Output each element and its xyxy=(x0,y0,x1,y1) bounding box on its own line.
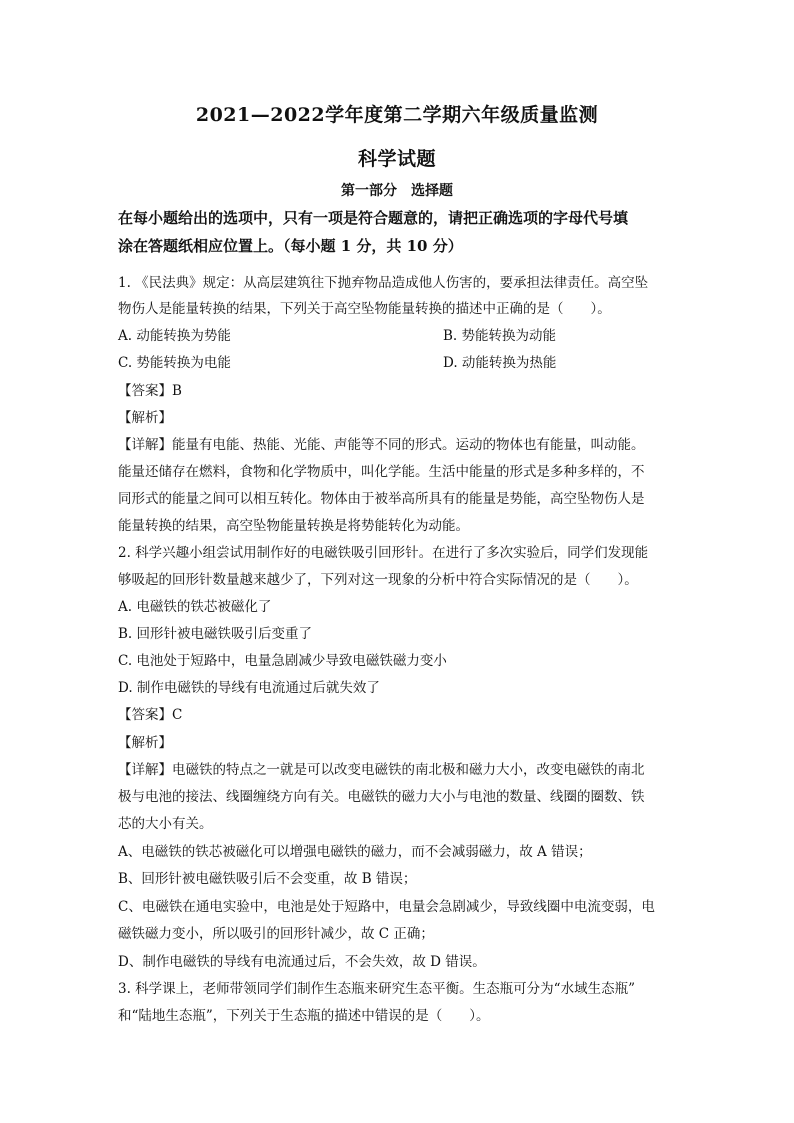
q2-detail-line-1: 【详解】电磁铁的特点之一就是可以改变电磁铁的南北极和磁力大小，改变电磁铁的南北 xyxy=(118,762,645,778)
q1-answer: 【答案】B xyxy=(118,383,182,399)
q1-detail-line-3: 同形式的能量之间可以相互转化。物体由于被举高所具有的能量是势能，高空坠物伤人是 xyxy=(118,491,645,507)
q1-analysis-label: 【解析】 xyxy=(118,410,172,426)
q2-option-b: B. 回形针被电磁铁吸引后变重了 xyxy=(118,626,313,642)
q1-option-b: B. 势能转换为动能 xyxy=(443,328,557,344)
q2-stem-line-1: 2. 科学兴趣小组尝试用制作好的电磁铁吸引回形针。在进行了多次实验后，同学们发现能 xyxy=(118,545,649,561)
q2-detail-line-3: 芯的大小有关。 xyxy=(118,816,213,832)
document-subtitle: 科学试题 xyxy=(357,148,436,170)
q1-stem-line-1: 1. 《民法典》规定：从高层建筑往下抛弃物品造成他人伤害的，要承担法律责任。高空坠 xyxy=(118,275,649,291)
q1-detail-line-1: 【详解】能量有电能、热能、光能、声能等不同的形式。运动的物体也有能量，叫动能。 xyxy=(118,437,645,453)
q2-detail-line-7: 磁铁磁力变小，所以吸引的回形针减少，故 C 正确； xyxy=(118,926,434,942)
q1-option-d: D. 动能转换为热能 xyxy=(443,355,557,371)
q2-answer: 【答案】C xyxy=(118,707,183,723)
q2-option-c: C. 电池处于短路中，电量急剧减少导致电磁铁磁力变小 xyxy=(118,653,447,669)
q1-detail-line-2: 能量还储存在燃料，食物和化学物质中，叫化学能。生活中能量的形式是多种多样的，不 xyxy=(118,464,645,480)
q2-detail-line-5: B、回形针被电磁铁吸引后不会变重，故 B 错误； xyxy=(118,871,417,887)
q3-stem-line-2: 和“陆地生态瓶”，下列关于生态瓶的描述中错误的是（ ）。 xyxy=(118,1008,490,1024)
q2-option-a: A. 电磁铁的铁芯被磁化了 xyxy=(118,599,272,615)
q2-detail-line-2: 极与电池的接法、线圈缠绕方向有关。电磁铁的磁力大小与电池的数量、线圈的圈数、铁 xyxy=(118,789,645,805)
q1-detail-line-4: 能量转换的结果，高空坠物能量转换是将势能转化为动能。 xyxy=(118,518,469,534)
instruction-line-1: 在每小题给出的选项中，只有一项是符合题意的，请把正确选项的字母代号填 xyxy=(118,209,629,227)
section-heading: 第一部分 选择题 xyxy=(341,183,453,199)
q2-stem-line-2: 够吸起的回形针数量越来越少了，下列对这一现象的分析中符合实际情况的是（ ）。 xyxy=(118,572,638,588)
q1-stem-line-2: 物伤人是能量转换的结果，下列关于高空坠物能量转换的描述中正确的是（ ）。 xyxy=(118,301,611,317)
q2-analysis-label: 【解析】 xyxy=(118,735,172,751)
document-title: 2021—2022学年度第二学期六年级质量监测 xyxy=(195,104,599,126)
q1-option-c: C. 势能转换为电能 xyxy=(118,355,231,371)
q2-detail-line-6: C、电磁铁在通电实验中，电池是处于短路中，电量会急剧减少，导致线圈中电流变弱，电 xyxy=(118,899,655,915)
q3-stem-line-1: 3. 科学课上，老师带领同学们制作生态瓶来研究生态平衡。生态瓶可分为“水域生态瓶” xyxy=(118,981,635,997)
q2-detail-line-8: D、制作电磁铁的导线有电流通过后，不会失效，故 D 错误。 xyxy=(118,954,486,970)
q2-option-d: D. 制作电磁铁的导线有电流通过后就失效了 xyxy=(118,680,380,696)
q2-detail-line-4: A、电磁铁的铁芯被磁化可以增强电磁铁的磁力，而不会减弱磁力，故 A 错误； xyxy=(118,844,592,860)
q1-option-a: A. 动能转换为势能 xyxy=(118,328,231,344)
instruction-line-2: 涂在答题纸相应位置上。（每小题 1 分，共 10 分） xyxy=(118,237,463,255)
